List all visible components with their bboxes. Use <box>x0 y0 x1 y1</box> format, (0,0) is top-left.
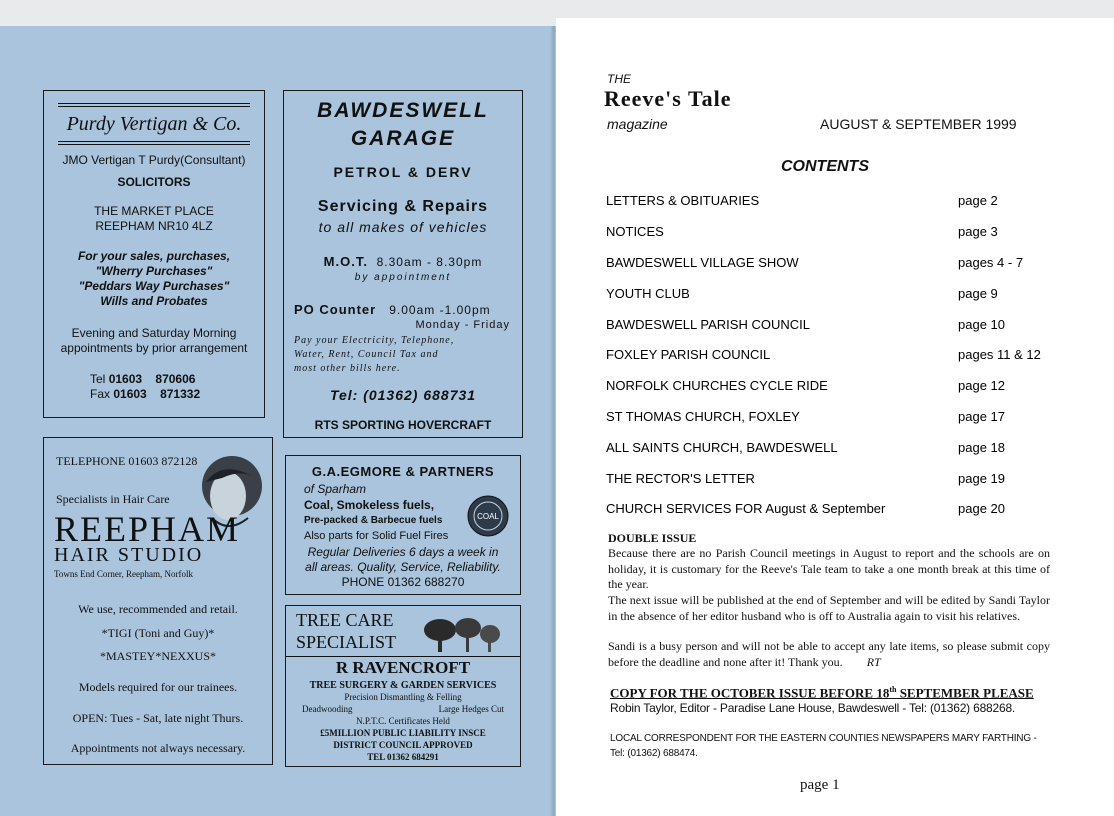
coal-badge-icon <box>466 494 510 538</box>
po-counter-line <box>294 302 491 317</box>
contents-title: LETTERS & OBITUARIES <box>606 193 760 208</box>
tree-deadwooding: Deadwooding <box>302 704 353 714</box>
parts-line: Also parts for Solid Fuel Fires <box>304 530 449 542</box>
contents-title: NOTICES <box>606 224 664 239</box>
egmore-name: G.A.EGMORE & PARTNERS <box>311 464 495 479</box>
contents-row <box>606 440 1046 460</box>
contents-page: page 2 <box>958 193 998 208</box>
contents-row <box>606 224 1046 244</box>
local-correspondent: LOCAL CORRESPONDENT FOR THE EASTERN COUNTIES NEWSPAPERS MARY FARTHING - Tel: (01362) 688474. <box>610 733 1037 759</box>
tree-hedges: Large Hedges Cut <box>438 704 504 714</box>
hair-ad-line: OPEN: Tues - Sat, late night Thurs. <box>72 711 244 725</box>
po-hours: 9.00am -1.00pm <box>389 303 491 317</box>
egmore-place: of Sparham <box>304 482 367 496</box>
po-label: PO Counter <box>294 302 377 317</box>
trees-illustration <box>422 614 502 654</box>
appointments-line: Evening and Saturday Morning <box>71 326 237 340</box>
hair-ad-line: *MASTEY*NEXXUS* <box>99 649 216 663</box>
contents-row <box>606 378 1046 398</box>
garage-telephone: Tel: (01362) 688731 <box>329 387 477 403</box>
issue-date: AUGUST & SEPTEMBER 1999 <box>820 116 1017 132</box>
tree-care-ad <box>285 605 521 767</box>
rts-hovercraft: RTS SPORTING HOVERCRAFT <box>314 418 492 432</box>
contents-title: BAWDESWELL PARISH COUNCIL <box>606 317 810 332</box>
masthead-magazine: magazine <box>607 116 668 132</box>
contents-row <box>606 347 1046 367</box>
fax-label: Fax <box>90 387 111 401</box>
tel-code: 01603 <box>108 372 143 386</box>
tree-care-title: SPECIALIST <box>296 632 397 652</box>
appointments-line: appointments by prior arrangement <box>60 341 248 355</box>
copy-deadline-text: COPY FOR THE OCTOBER ISSUE BEFORE 18 <box>610 685 890 701</box>
deliveries-line: Regular Deliveries 6 days a week in <box>307 545 499 559</box>
contents-heading: CONTENTS <box>781 158 869 175</box>
ad-rule-bottom <box>58 144 250 145</box>
double-issue-paragraph <box>608 639 1050 670</box>
po-days: Monday - Friday <box>415 319 510 331</box>
contents-page: page 20 <box>958 501 1005 516</box>
service-line: For your sales, purchases, <box>77 249 231 263</box>
fax-number: 871332 <box>160 387 201 401</box>
solicitors-label: SOLICITORS <box>117 175 191 189</box>
copy-deadline-heading <box>610 685 1034 701</box>
contents-row <box>606 409 1046 429</box>
tree-precision: Precision Dismantling & Felling <box>344 692 462 702</box>
tree-ad-divider <box>286 656 520 657</box>
mot-hours: 8.30am - 8.30pm <box>376 255 483 269</box>
contents-page: page 18 <box>958 440 1005 455</box>
ad-rule-bottom <box>58 141 250 142</box>
service-line: "Wherry Purchases" <box>95 264 213 278</box>
contents-row <box>606 286 1046 306</box>
double-issue-paragraph: Because there are no Parish Council meetings in August to report and the schools are on holiday, it is customary for the Reeve's Tale team to take a one month break at this time of the year. <box>608 546 1050 591</box>
egmore-partners-ad <box>285 455 521 595</box>
contents-page: page 10 <box>958 317 1005 332</box>
masthead-the: THE <box>607 72 631 86</box>
tree-care-title: TREE CARE <box>296 610 394 630</box>
fuels-line: Coal, Smokeless fuels, <box>304 498 435 512</box>
contents-title: NORFOLK CHURCHES CYCLE RIDE <box>606 378 828 393</box>
contents-page: pages 4 - 7 <box>958 255 1024 270</box>
partners-line: JMO Vertigan T Purdy(Consultant) <box>62 153 246 167</box>
contents-row <box>606 317 1046 337</box>
ravencroft-name: R RAVENCROFT <box>335 658 471 677</box>
appointment-line: by appointment <box>354 272 452 283</box>
contents-title: FOXLEY PARISH COUNCIL <box>606 347 771 362</box>
ad-rule-top <box>58 106 250 107</box>
telephone-line <box>90 372 195 386</box>
contents-page: page 9 <box>958 286 998 301</box>
mot-line <box>284 254 522 269</box>
contents-row <box>606 471 1046 491</box>
contents-title: YOUTH CLUB <box>606 286 690 301</box>
contents-title: ST THOMAS CHURCH, FOXLEY <box>606 409 800 424</box>
contents-page: page 17 <box>958 409 1005 424</box>
studio-address: Towns End Corner, Reepham, Norfolk <box>54 569 193 579</box>
hair-ad-line: Models required for our trainees. <box>78 680 238 694</box>
masthead-title: Reeve's Tale <box>604 86 732 111</box>
service-line: "Peddars Way Purchases" <box>78 279 230 293</box>
firm-name: Purdy Vertigan & Co. <box>66 113 242 135</box>
garage-name: GARAGE <box>350 127 456 150</box>
hair-ad-line: *TIGI (Toni and Guy)* <box>101 626 215 640</box>
petrol-derv: PETROL & DERV <box>333 164 473 180</box>
bawdeswell-garage-ad <box>283 90 523 438</box>
hair-ad-line: Appointments not always necessary. <box>70 741 246 755</box>
ad-rule-top <box>58 103 250 104</box>
double-issue-heading: DOUBLE ISSUE <box>608 531 697 545</box>
coal-badge-text: COAL <box>477 512 499 521</box>
garage-name: BAWDESWELL <box>317 99 489 122</box>
address-line: THE MARKET PLACE <box>94 204 214 218</box>
editor-contact: Robin Taylor, Editor - Paradise Lane House, Bawdeswell - Tel: (01362) 688268. <box>610 701 1016 715</box>
tel-label: Tel <box>90 372 106 386</box>
contents-row <box>606 501 1046 521</box>
paragraph-text: Sandi is a busy person and will not be able to accept any late items, so please submit copy before the deadline and none after it! Thank you. <box>608 639 1050 669</box>
copy-deadline-text: SEPTEMBER PLEASE <box>896 685 1034 701</box>
egmore-phone: PHONE 01362 688270 <box>341 575 465 589</box>
bills-line: most other bills here. <box>294 363 401 374</box>
contents-page: pages 11 & 12 <box>958 347 1041 362</box>
contents-title: THE RECTOR'S LETTER <box>606 471 755 486</box>
servicing-heading: Servicing & Repairs <box>317 198 489 215</box>
tree-services: TREE SURGERY & GARDEN SERVICES <box>309 680 497 691</box>
prepacked-line: Pre-packed & Barbecue fuels <box>304 515 443 526</box>
address-line: REEPHAM NR10 4LZ <box>95 219 213 233</box>
contents-title: ALL SAINTS CHURCH, BAWDESWELL <box>606 440 838 455</box>
service-line: Wills and Probates <box>100 294 208 308</box>
fax-code: 01603 <box>113 387 147 401</box>
studio-name: REEPHAM <box>54 509 241 549</box>
double-issue-paragraph: The next issue will be published at the end of September and will be edited by Sandi Taylor in the absence of her editor husband who is off to Australia again to visit his relatives. <box>608 593 1050 623</box>
reepham-hair-studio-ad <box>43 437 273 765</box>
hair-ad-line: We use, recommended and retail. <box>78 602 238 616</box>
deliveries-line: all areas. Quality, Service, Reliability. <box>305 560 501 574</box>
contents-page: page 12 <box>958 378 1005 393</box>
contents-title: CHURCH SERVICES FOR August & September <box>606 501 886 516</box>
signature-initials: RT <box>866 654 881 669</box>
specialists-line: Specialists in Hair Care <box>56 492 170 506</box>
tree-district: DISTRICT COUNCIL APPROVED <box>333 740 473 750</box>
tree-certificates: N.P.T.C. Certificates Held <box>356 716 450 726</box>
page-number: page 1 <box>800 777 840 793</box>
all-makes-line: to all makes of vehicles <box>318 219 488 235</box>
mot-label: M.O.T. <box>323 254 368 269</box>
contents-row <box>606 255 1046 275</box>
studio-name: HAIR STUDIO <box>54 544 204 566</box>
contents-page: page 19 <box>958 471 1005 486</box>
bills-line: Water, Rent, Council Tax and <box>294 349 439 360</box>
bills-line: Pay your Electricity, Telephone, <box>294 335 455 346</box>
copy-deadline-ordinal: th <box>889 685 897 694</box>
telephone-line: TELEPHONE 01603 872128 <box>56 454 198 468</box>
tel-number: 870606 <box>155 372 196 386</box>
fax-line <box>90 387 200 401</box>
purdy-vertigan-ad <box>43 90 265 418</box>
tree-telephone: TEL 01362 684291 <box>367 752 439 762</box>
contents-title: BAWDESWELL VILLAGE SHOW <box>606 255 799 270</box>
tree-liability: £5MILLION PUBLIC LIABILITY INSCE <box>320 728 486 738</box>
contents-page: page 3 <box>958 224 998 239</box>
contents-row <box>606 193 1046 213</box>
